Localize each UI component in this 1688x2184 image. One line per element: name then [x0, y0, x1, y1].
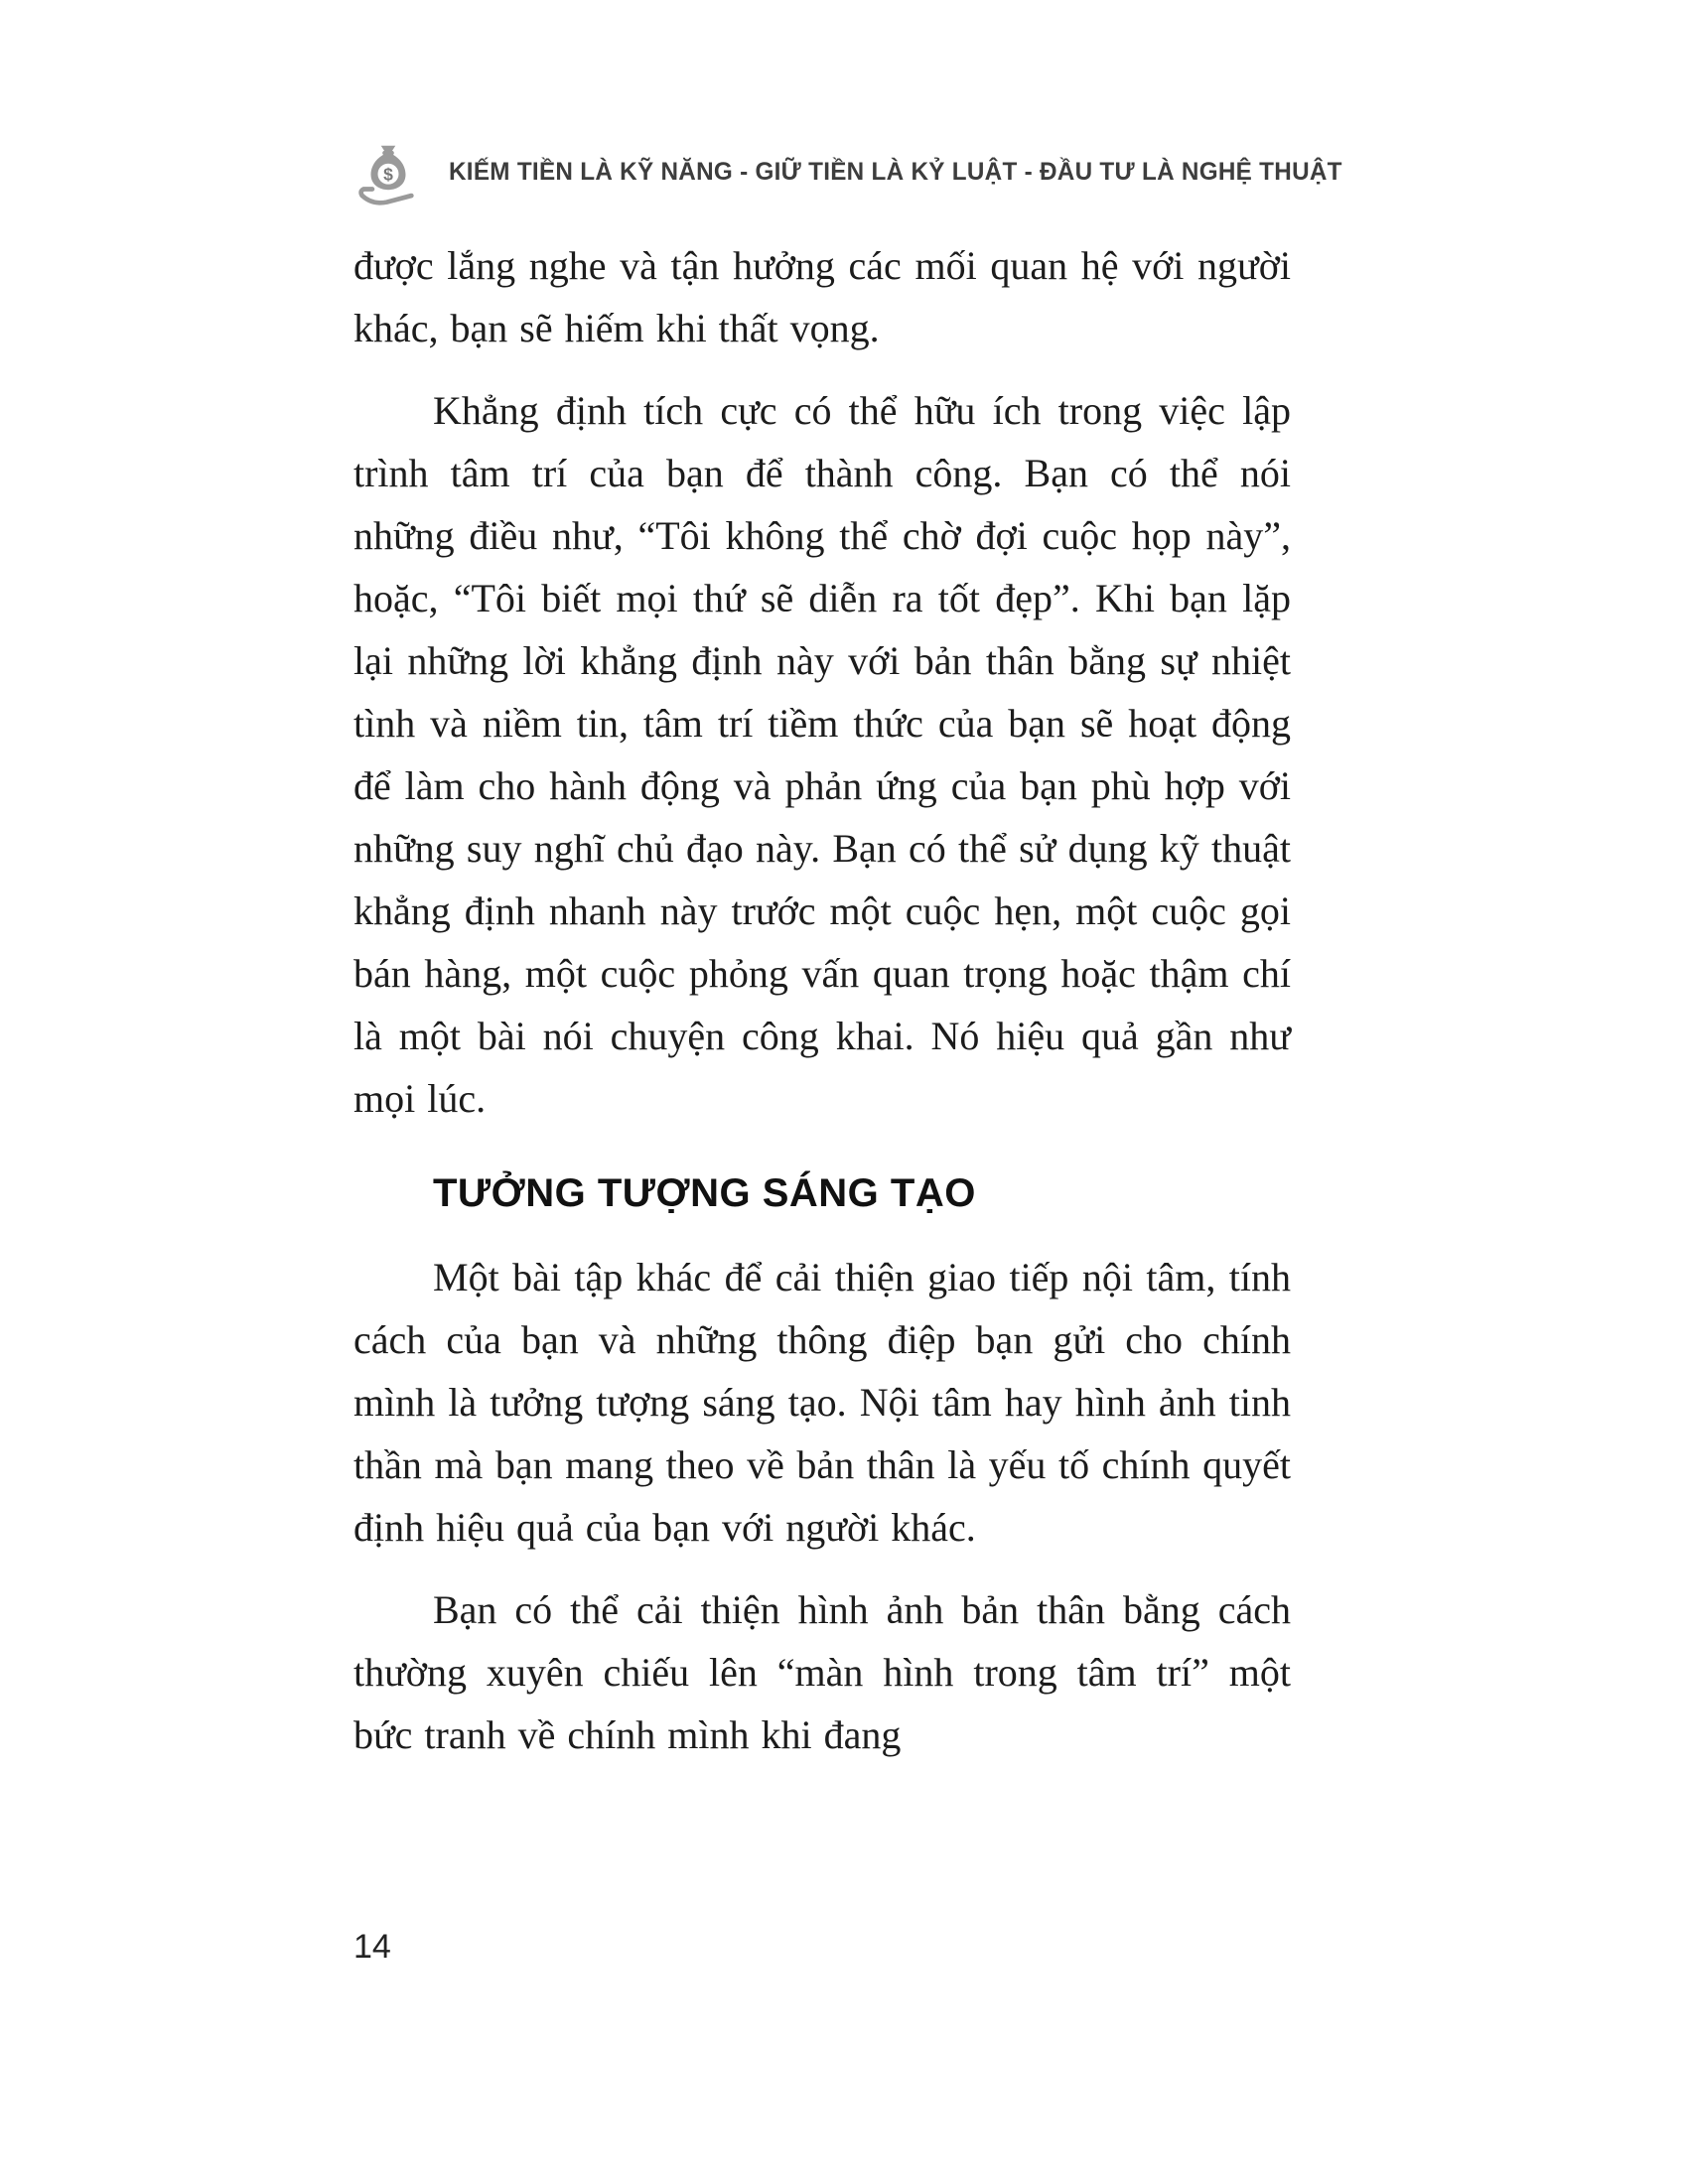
money-bag-icon: [353, 137, 423, 206]
svg-text:$: $: [383, 164, 393, 185]
page-header: [353, 137, 1342, 206]
page-number: 14: [353, 1928, 391, 1966]
section-heading: TƯỞNG TƯỢNG SÁNG TẠO: [433, 1171, 976, 1215]
page-footer: [353, 1928, 391, 1967]
page-content: [353, 234, 1291, 1786]
paragraph-self-image: Bạn có thể cải thiện hình ảnh bản thân bằng cách thường xuyên chiếu lên “màn hình trong tâm trí” một bức tranh về chính mình khi đang: [353, 1587, 1291, 1757]
paragraph-continuation: được lắng nghe và tận hưởng các mối quan hệ với người khác, bạn sẽ hiếm khi thất vọng.: [353, 243, 1291, 350]
header-title: KIẾM TIỀN LÀ KỸ NĂNG - GIỮ TIỀN LÀ KỶ LUẬT - ĐẦU TƯ LÀ NGHỆ THUẬT: [449, 157, 1342, 186]
paragraph-affirmations: Khẳng định tích cực có thể hữu ích trong việc lập trình tâm trí của bạn để thành công. Bạn có thể nói những điều như, “Tôi không thể chờ đợi cuộc họp này”, hoặc, “Tôi biết mọi thứ sẽ diễn ra tốt đẹp”. Khi bạn lặp lại những lời khẳng định này với bản thân bằng sự nhiệt tình và niềm tin, tâm trí tiềm thức của bạn sẽ hoạt động để làm cho hành động và phản ứng của bạn phù hợp với những suy nghĩ chủ đạo này. Bạn có thể sử dụng kỹ thuật khẳng định nhanh này trước một cuộc hẹn, một cuộc gọi bán hàng, một cuộc phỏng vấn quan trọng hoặc thậm chí là một bài nói chuyện công khai. Nó hiệu quả gần như mọi lúc.: [353, 388, 1291, 1121]
paragraph-visualization-intro: Một bài tập khác để cải thiện giao tiếp nội tâm, tính cách của bạn và những thông điệp bạn gửi cho chính mình là tưởng tượng sáng tạo. Nội tâm hay hình ảnh tinh thần mà bạn mang theo về bản thân là yếu tố chính quyết định hiệu quả của bạn với người khác.: [353, 1255, 1291, 1550]
